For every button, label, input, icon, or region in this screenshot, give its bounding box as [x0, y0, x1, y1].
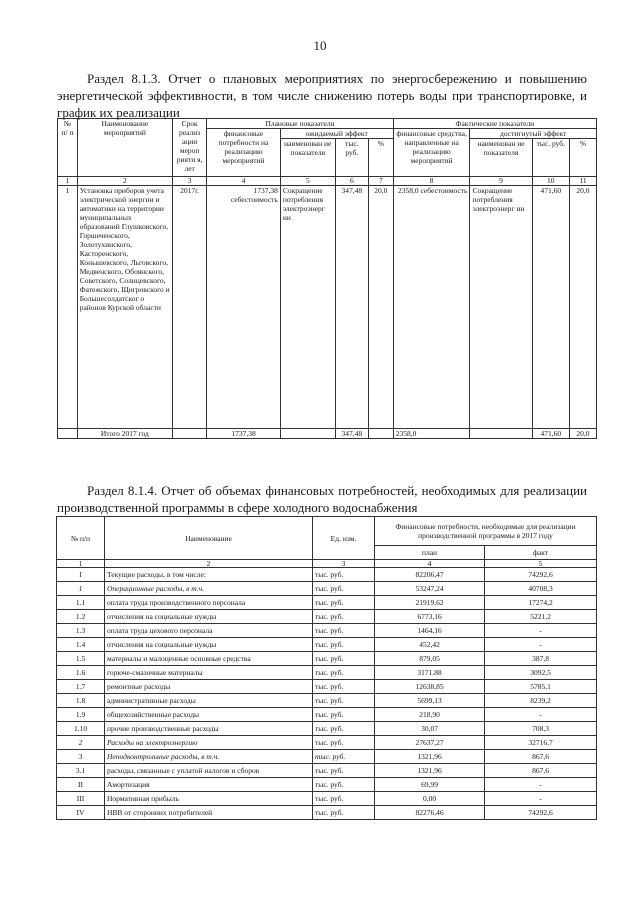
row-unit: тыс. руб.	[313, 750, 375, 764]
row-plan: 1464,16	[375, 624, 485, 638]
t2-header-row-1	[57, 517, 597, 546]
row-plan: 879,05	[375, 652, 485, 666]
row-plan: 82276,46	[375, 806, 485, 820]
total-fact-eff-rub: 471,60	[532, 429, 569, 439]
energy-saving-table	[57, 118, 597, 439]
row-name: материалы и малоценные основные средства	[105, 652, 313, 666]
col-number: 6	[335, 177, 368, 186]
col-number: 3	[313, 560, 375, 568]
col-number: 2	[77, 177, 172, 186]
table-row	[57, 722, 597, 736]
row-plan: 6773,16	[375, 610, 485, 624]
th-plan: Плановые показатели	[207, 119, 394, 129]
table-row	[57, 708, 597, 722]
table-row	[57, 568, 597, 582]
row-fact: 74292,6	[485, 568, 597, 582]
row-plan: 452,42	[375, 638, 485, 652]
row-plan: 82206,47	[375, 568, 485, 582]
row-name: административные расходы	[105, 694, 313, 708]
column-number-row	[58, 177, 597, 186]
row-unit: тыс. руб.	[313, 638, 375, 652]
row-plan-eff-pct: 20,0	[368, 186, 393, 429]
table-row	[57, 666, 597, 680]
total-plan-eff-rub: 347,48	[335, 429, 368, 439]
row-plan: 218,90	[375, 708, 485, 722]
col-number: 9	[470, 177, 532, 186]
row-name: Расходы на электроэнергию	[105, 736, 313, 750]
table-row	[57, 806, 597, 820]
row-plan-eff-rub: 347,48	[335, 186, 368, 429]
t2-body	[57, 568, 597, 820]
row-num: 3.1	[57, 764, 105, 778]
row-fact: 867,6	[485, 764, 597, 778]
row-num: 2	[57, 736, 105, 750]
table-row	[57, 694, 597, 708]
row-num: 1.9	[57, 708, 105, 722]
table-row	[57, 652, 597, 666]
th-fact-eff-pct: %	[569, 139, 596, 177]
t2-column-number-row	[57, 560, 597, 568]
row-name: общехозяйственные расходы	[105, 708, 313, 722]
col-number: 2	[105, 560, 313, 568]
row-unit: тыс. руб.	[313, 582, 375, 596]
row-name: Операционные расходы, в т.ч.	[105, 582, 313, 596]
col-number: 5	[280, 177, 335, 186]
row-plan: 5699,13	[375, 694, 485, 708]
row-plan: 30,07	[375, 722, 485, 736]
row-num: 1.6	[57, 666, 105, 680]
section-8-1-4-title	[57, 482, 587, 516]
col-number: 8	[393, 177, 470, 186]
row-plan: 1321,96	[375, 764, 485, 778]
row-name: ремонтные расходы	[105, 680, 313, 694]
th-fact-fin: финансовые средства, направленные на реализацию мероприятий	[393, 129, 470, 177]
row-unit: тыс. руб.	[313, 778, 375, 792]
col-number: 1	[58, 177, 78, 186]
row-fact: -	[485, 792, 597, 806]
row-name: Текущие расходы, в том числе:	[105, 568, 313, 582]
row-name: Нормативная прибыль	[105, 792, 313, 806]
t2-th-name: Наименование	[105, 517, 313, 560]
financial-needs-table	[56, 516, 597, 820]
table-row	[57, 736, 597, 750]
row-name: расходы, связанные с уплатой налогов и сборов	[105, 764, 313, 778]
page-number: 10	[313, 38, 327, 53]
row-fact-eff-name: Сокращение потребления электроэнерг ии	[470, 186, 532, 429]
th-fact-eff-rub: тыс. руб.	[532, 139, 569, 177]
row-name: прочие производственные расходы	[105, 722, 313, 736]
row-name: отчисления на социальные нужды	[105, 638, 313, 652]
col-number: 7	[368, 177, 393, 186]
row-unit: тыс. руб.	[313, 764, 375, 778]
th-fact-effect: достигнутый эффект	[470, 129, 597, 139]
th-term: Срок реализ ации мероп рияти я, лет	[173, 119, 207, 177]
row-fact: 3092,5	[485, 666, 597, 680]
row-unit: тыс. руб.	[313, 722, 375, 736]
total-plan-fin: 1737,38	[207, 429, 281, 439]
col-number: 1	[57, 560, 105, 568]
table-row	[57, 778, 597, 792]
col-number: 11	[569, 177, 596, 186]
table-row	[57, 624, 597, 638]
row-plan-eff-name: Сокращение потребления электроэнерг ии	[280, 186, 335, 429]
table-row	[57, 680, 597, 694]
total-row	[58, 429, 597, 439]
row-num: 1.7	[57, 680, 105, 694]
row-name: оплата труда цехового персонала	[105, 624, 313, 638]
row-plan: 1321,96	[375, 750, 485, 764]
row-fact: 387,8	[485, 652, 597, 666]
col-number: 5	[485, 560, 597, 568]
row-plan: 27637,27	[375, 736, 485, 750]
table-row	[57, 764, 597, 778]
row-plan: 3171,88	[375, 666, 485, 680]
row-fact: 17274,2	[485, 596, 597, 610]
row-plan-fin: 1737,38 себестоимость	[207, 186, 281, 429]
th-fact-eff-name: наименован ие показателя	[470, 139, 532, 177]
row-plan: 0,00	[375, 792, 485, 806]
row-fact: 74292,6	[485, 806, 597, 820]
col-number: 3	[173, 177, 207, 186]
row-num: 1.8	[57, 694, 105, 708]
row-num: 1.10	[57, 722, 105, 736]
row-fact: -	[485, 708, 597, 722]
col-number: 4	[207, 177, 281, 186]
row-num: 1	[57, 582, 105, 596]
row-num: III	[57, 792, 105, 806]
row-name: оплата труда производственного персонала	[105, 596, 313, 610]
row-fact: 40708,3	[485, 582, 597, 596]
row-fact: -	[485, 638, 597, 652]
total-fact-eff-pct: 20,0	[569, 429, 596, 439]
table-row	[57, 792, 597, 806]
row-plan: 21919,62	[375, 596, 485, 610]
row-num: 1.5	[57, 652, 105, 666]
col-number: 10	[532, 177, 569, 186]
row-fact: 32716,7	[485, 736, 597, 750]
row-plan: 12638,85	[375, 680, 485, 694]
row-fact: -	[485, 778, 597, 792]
row-fact: 5785,1	[485, 680, 597, 694]
t2-th-num: № п/п	[57, 517, 105, 560]
row-num: 1.4	[57, 638, 105, 652]
row-unit: тыс. руб.	[313, 652, 375, 666]
row-fact-eff-pct: 20,0	[569, 186, 596, 429]
row-name: Амортизация	[105, 778, 313, 792]
row-num: 1.1	[57, 596, 105, 610]
th-plan-eff-pct: %	[368, 139, 393, 177]
row-unit: тыс. руб.	[313, 596, 375, 610]
th-plan-eff-name: наименован ие показателя	[280, 139, 335, 177]
row-plan: 69,99	[375, 778, 485, 792]
t2-th-fin: Финансовые потребности, необходимые для реализации производственной программы в 2017 году	[375, 517, 597, 546]
row-unit: тыс. руб.	[313, 680, 375, 694]
row-num: 3	[57, 750, 105, 764]
row-fact: 5221,2	[485, 610, 597, 624]
table-row	[57, 582, 597, 596]
table-row	[58, 186, 597, 429]
t2-th-fact: факт	[485, 546, 597, 560]
row-unit: тыс. руб.	[313, 610, 375, 624]
th-plan-eff-rub: тыс. руб.	[335, 139, 368, 177]
section-8-1-3-title	[57, 70, 587, 121]
row-fact-fin: 2358,0 себестоимость	[393, 186, 470, 429]
t2-th-plan: план	[375, 546, 485, 560]
table-row	[57, 638, 597, 652]
row-unit: тыс. руб.	[313, 708, 375, 722]
row-num: 1.3	[57, 624, 105, 638]
section-8-1-4-title-text: Раздел 8.1.4. Отчет об объемах финансовых потребностей, необходимых для реализации производственной программы в сфере холодного водоснабжения	[57, 483, 587, 515]
row-fact: -	[485, 624, 597, 638]
row-num: IV	[57, 806, 105, 820]
row-fact: 867,6	[485, 750, 597, 764]
row-name: горюче-смазочные материалы	[105, 666, 313, 680]
row-unit: тыс. руб.	[313, 624, 375, 638]
row-num: I	[57, 568, 105, 582]
row-num: 1	[58, 186, 78, 429]
row-fact: 8239,2	[485, 694, 597, 708]
th-plan-effect: ожидаемый эффект	[280, 129, 393, 139]
row-fact-eff-rub: 471,60	[532, 186, 569, 429]
row-num: 1.2	[57, 610, 105, 624]
row-name: НВВ от сторонних потребителей	[105, 806, 313, 820]
total-fact-fin: 2358,0	[393, 429, 470, 439]
th-name: Наименование мероприятий	[77, 119, 172, 177]
t2-th-unit: Ед. изм.	[313, 517, 375, 560]
col-number: 4	[375, 560, 485, 568]
row-name: отчисления на социальные нужды	[105, 610, 313, 624]
row-unit: тыс. руб.	[313, 792, 375, 806]
row-fact: 708,3	[485, 722, 597, 736]
table-row	[57, 750, 597, 764]
header-row-1	[58, 119, 597, 129]
row-unit: тыс. руб.	[313, 666, 375, 680]
row-unit: тыс. руб.	[313, 736, 375, 750]
row-num: II	[57, 778, 105, 792]
section-8-1-3-title-text: Раздел 8.1.3. Отчет о плановых мероприятиях по энергосбережению и повышению энергетической эффективности, в том числе снижению потерь воды при транспортировке, и график их реализации	[57, 71, 587, 120]
table-row	[57, 596, 597, 610]
row-name: Установка приборов учета электрической энергии и автоматики на территории муниципальных образований Глушковского, Горшеченского, Золотухинского, Касторенского, Конышевского, Льговского, Медвенского, Обоянского, Советского, Солнцевского, Фатежского, Щигровского и Большесолдатског о районов Курской области	[77, 186, 172, 429]
row-unit: тыс. руб.	[313, 694, 375, 708]
th-num: № п/ п	[58, 119, 78, 177]
th-fact: Фактические показатели	[393, 119, 596, 129]
row-unit: тыс. руб.	[313, 568, 375, 582]
row-unit: тыс. руб.	[313, 806, 375, 820]
row-name: Неподконтрольные расходы, в т.ч.	[105, 750, 313, 764]
th-plan-fin: финансовые потребности на реализацию мероприятий	[207, 129, 281, 177]
total-label: Итого 2017 год	[77, 429, 172, 439]
row-plan: 53247,24	[375, 582, 485, 596]
table-row	[57, 610, 597, 624]
row-term: 2017г.	[173, 186, 207, 429]
